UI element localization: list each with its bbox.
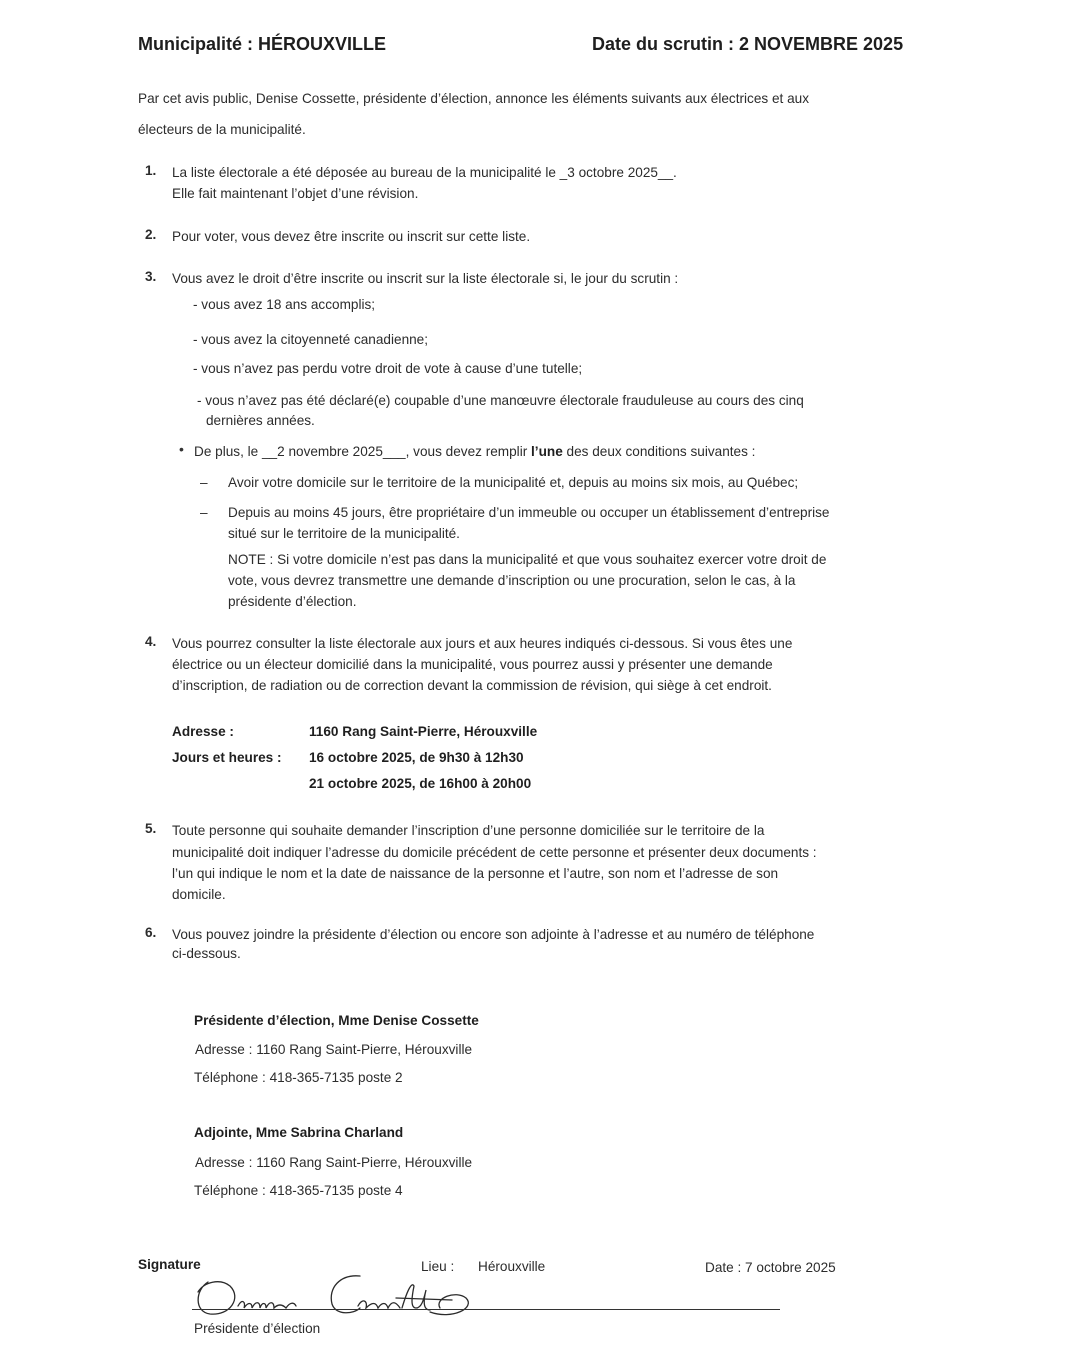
condition-fraud: - vous n’avez pas été déclaré(e) coupable d’une manœuvre électorale frauduleuse au cours des cinq [197,393,804,408]
item-number-5: 5. [145,821,157,836]
option-property: Depuis au moins 45 jours, être propriétaire d’un immeuble ou occuper un établissement d’entreprise [228,505,830,520]
item-4-line-3: d’inscription, de radiation ou de correction devant la commission de révision, qui siège à cet endroit. [172,678,772,693]
item-number-3: 3. [145,269,157,284]
address-label: Adresse : [172,724,234,739]
item-3-line-1: Vous avez le droit d’être inscrite ou inscrit sur la liste électorale si, le jour du scrutin : [172,271,679,286]
municipality-title: Municipalité : HÉROUXVILLE [138,34,387,54]
additional-condition-text: De plus, le __2 novembre 2025___, vous devez remplir [194,444,532,459]
item-4-line-2: électrice ou un électeur domicilié dans la municipalité, vous pourrez aussi y présenter une demande [172,657,773,672]
item-number-2: 2. [145,227,157,242]
bullet-icon: • [179,441,184,457]
contact-adjointe-title: Adjointe, Mme Sabrina Charland [194,1125,404,1140]
contact-president-phone[interactable]: Téléphone : 418-365-7135 poste 2 [194,1070,403,1085]
item-5-line-1: Toute personne qui souhaite demander l’inscription d’une personne domiciliée sur le territoire de la [172,823,765,838]
item-1-line-1: La liste électorale a été déposée au bureau de la municipalité le _3 octobre 2025__. [172,165,677,180]
signature-line [192,1309,780,1310]
item-4-line-1: Vous pourrez consulter la liste électorale aux jours et aux heures indiqués ci-dessous. Si vous êtes une [172,636,793,651]
additional-condition-text-end: des deux conditions suivantes : [562,444,756,459]
option-property-cont: situé sur le territoire de la municipalité. [228,526,460,541]
note-line-1: NOTE : Si votre domicile n’est pas dans la municipalité et que vous souhaitez exercer votre droit de [228,552,827,567]
place-value: Hérouxville [478,1259,546,1274]
hours-value-1: 16 octobre 2025, de 9h30 à 12h30 [309,750,524,765]
item-5-line-3: l’un qui indique le nom et la date de naissance de la personne et l’autre, son nom et l’adresse de son [172,866,779,881]
condition-age: - vous avez 18 ans accomplis; [193,297,376,312]
note-line-3: présidente d’élection. [228,594,357,609]
item-6-line-2: ci-dessous. [172,946,241,961]
item-1-line-2: Elle fait maintenant l’objet d’une révision. [172,186,419,201]
item-number-6: 6. [145,925,157,940]
dash-icon: – [200,475,208,490]
condition-tutelle: - vous n’avez pas perdu votre droit de vote à cause d’une tutelle; [193,361,583,376]
item-5-line-4: domicile. [172,887,226,902]
hours-value-2: 21 octobre 2025, de 16h00 à 20h00 [309,776,532,791]
intro-line-1: Par cet avis public, Denise Cossette, présidente d’élection, annonce les éléments suivants aux électrices et aux [138,91,809,106]
intro-line-2: électeurs de la municipalité. [138,122,306,137]
item-2-line-1: Pour voter, vous devez être inscrite ou inscrit sur cette liste. [172,229,531,244]
dash-icon: – [200,505,208,520]
condition-fraud-cont: dernières années. [206,413,315,428]
election-date: Date du scrutin : 2 NOVEMBRE 2025 [592,34,904,54]
place-label: Lieu : [421,1259,455,1274]
contact-adjointe-address: Adresse : 1160 Rang Saint-Pierre, Hérouxville [195,1155,473,1170]
item-number-4: 4. [145,634,157,649]
item-number-1: 1. [145,163,157,178]
contact-adjointe-phone[interactable]: Téléphone : 418-365-7135 poste 4 [194,1183,403,1198]
contact-president-address: Adresse : 1160 Rang Saint-Pierre, Hérouxville [195,1042,473,1057]
contact-president-title: Présidente d’élection, Mme Denise Cossette [194,1013,479,1028]
note-line-2: vote, vous devrez transmettre une demande d’inscription ou une procuration, selon le cas, à la [228,573,796,588]
item-5-line-2: municipalité doit indiquer l’adresse du domicile précédent de cette personne et présenter deux documents : [172,845,817,860]
signature-date: Date : 7 octobre 2025 [705,1260,836,1275]
additional-condition-emphasis: l’une [531,444,563,459]
signature-role: Présidente d’élection [194,1321,321,1336]
additional-condition [194,441,755,462]
option-domicile: Avoir votre domicile sur le territoire de la municipalité et, depuis au moins six mois, au Québec; [228,475,799,490]
condition-citizenship: - vous avez la citoyenneté canadienne; [193,332,429,347]
hours-label: Jours et heures : [172,750,282,765]
item-6-line-1: Vous pouvez joindre la présidente d’élection ou encore son adjointe à l’adresse et au numéro de téléphone [172,927,815,942]
signature-label: Signature [138,1257,201,1272]
address-value: 1160 Rang Saint-Pierre, Hérouxville [309,724,538,739]
